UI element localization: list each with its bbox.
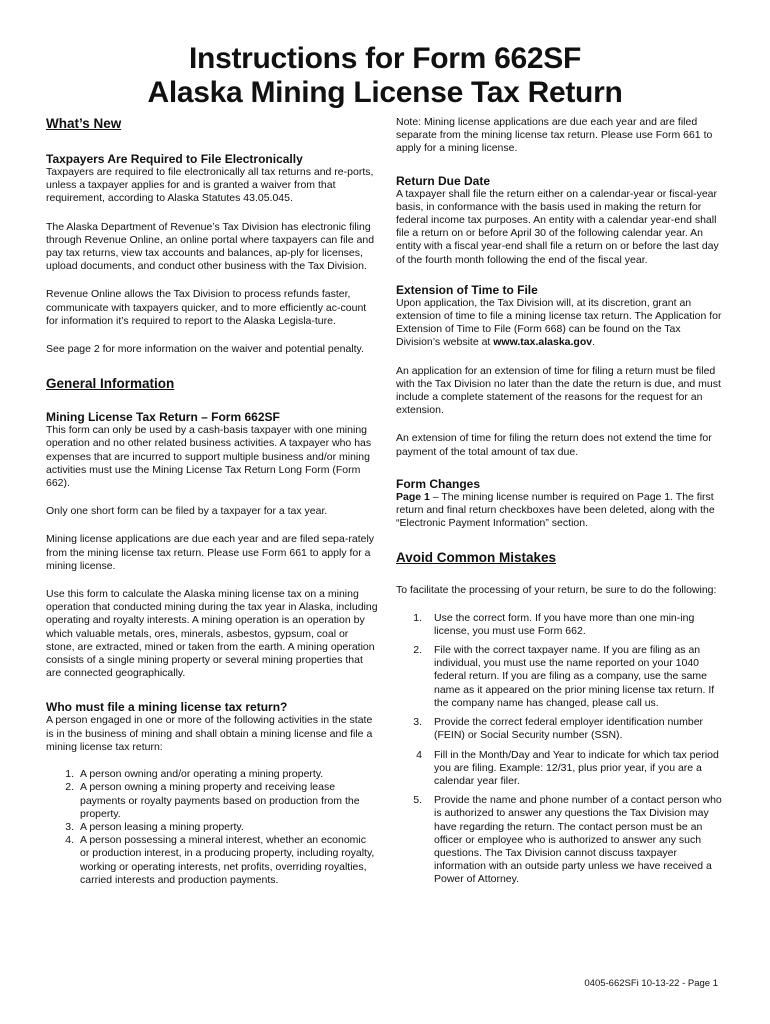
tax-website-link[interactable]: www.tax.alaska.gov: [493, 336, 593, 349]
extension-paragraph-2: An application for an extension of time for filing a return must be filed with the Tax Division no later than the date the return is due, and must include a complete statement of the reasons for the request for an extension.: [396, 364, 721, 417]
electronic-paragraph-2: The Alaska Department of Revenue’s Tax Division has electronic filing through Revenue Online, an online portal where taxpayers can file and pay tax returns, view tax accounts and balances, ap-ply for licenses, upload documents, and conduct other business with the Tax Division.: [46, 220, 375, 273]
list-item: 5. Provide the name and phone number of a contact person who is authorized to answer any questions the Tax Division may have regarding the return. The contact person must be an officer or employee who is authorized to answer any such questions. The Tax Division cannot discuss taxpayer information with an outside party unless we have received a Power of Attorney.: [413, 794, 722, 886]
mistakes-intro: To facilitate the processing of your return, be sure to do the following:: [396, 584, 717, 597]
page-subtitle: Alaska Mining License Tax Return: [147, 76, 623, 109]
page-footer: 0405-662SFi 10-13-22 - Page 1: [584, 978, 718, 989]
list-item: 3. Provide the correct federal employer identification number (FEIN) or Social Security number (SSN).: [413, 716, 704, 742]
form-paragraph-1: This form can only be used by a cash-basis taxpayer with one mining operation and no other related business activities. A taxpayer who has expenses that are incurred to support multiple business and/or mining activities must use the Mining License Tax Return Long Form (Form 662).: [46, 424, 372, 490]
form-paragraph-2: Only one short form can be filed by a taxpayer for a tax year.: [46, 505, 328, 518]
list-item: 2. A person owning a mining property and receiving lease payments or royalty payments based on production from the property.: [65, 781, 360, 820]
due-date-paragraph: A taxpayer shall file the return either on a calendar-year or fiscal-year basis, in conformance with the basis used in making the return for federal income tax purposes. An entity with a calendar year-end shall file a return on or before April 30 of the following calendar year. An entity with a fiscal year-end shall file a return on or before the last day of the fourth month following the end of the fiscal year.: [396, 187, 719, 266]
form-paragraph-4: Use this form to calculate the Alaska mining license tax on a mining operation that conducted mining during the tax year in Alaska, including operating and royalty interests. A mining operation is an operation by which valuable metals, ores, minerals, asbestos, gypsum, coal or stone, are extracted, mined or taken from the earth. A mining operation consists of a single mining property or several mining properties that are connected geographically.: [46, 588, 378, 680]
whats-new-heading: What’s New: [46, 116, 122, 131]
mistakes-list: [396, 612, 722, 887]
form-662sf-heading: Mining License Tax Return – Form 662SF: [46, 410, 280, 425]
list-item: 1. Use the correct form. If you have more than one min-ing license, you must use Form 662.: [413, 611, 695, 637]
electronic-paragraph-3: Revenue Online allows the Tax Division to process refunds faster, communicate with taxpayers quicker, and to more efficiently ac-count for information it’s required to report to the Alaska Legisla-ture.: [46, 288, 367, 327]
list-item: 2. File with the correct taxpayer name. If you are filing as an individual, you must use the name reported on your 1040 federal return. If you are filing as a company, use the same name as it appeared on the prior mining license tax return. If the company name has changed, please call us.: [413, 644, 715, 709]
who-list: [46, 768, 378, 887]
list-item: 4 Fill in the Month/Day and Year to indicate for which tax period you are filing. Example: 12/31, plus prior year, if you are a calendar year filer.: [416, 748, 719, 787]
list-item: 4. A person possessing a mineral interest, whether an economic or production interest, in a producing property, including royalty, working or operating interests, net profits, overriding royalties, carried interests and production payments.: [65, 834, 375, 886]
right-column: [396, 116, 722, 897]
who-must-file-heading: Who must file a mining license tax return?: [46, 700, 288, 715]
extension-heading: Extension of Time to File: [396, 282, 538, 297]
form-changes-heading: Form Changes: [396, 476, 481, 491]
form-paragraph-3: Mining license applications are due each year and are filed sepa-rately from the mining license tax return. Please use Form 661 to apply for a mining license.: [46, 533, 375, 572]
form-changes-paragraph: Page 1 – The mining license number is required on Page 1. The first return and final return checkboxes have been deleted, along with the “Electronic Payment Information” section.: [396, 490, 715, 530]
electronic-paragraph-4: See page 2 for more information on the waiver and potential penalty.: [46, 343, 364, 356]
extension-paragraph-1: Upon application, the Tax Division will, at its discretion, grant an extension of time to file a mining license tax return. The Application for Extension of Time to File (Form 668) can be found on the Tax Division’s website at www.tax.alaska.gov.: [396, 296, 722, 349]
general-information-heading: General Information: [46, 376, 175, 392]
electronic-filing-heading: Taxpayers Are Required to File Electronically: [46, 152, 303, 166]
note-paragraph: Note: Mining license applications are due each year and are filed separate from the mining license tax return. Please use Form 661 to apply for a mining license.: [396, 116, 713, 155]
left-column: [46, 116, 378, 897]
electronic-paragraph-1: Taxpayers are required to file electronically all tax returns and re-ports, unless a taxpayer applies for and is granted a waiver from that requirement, according to Alaska Statutes 43.05.045.: [46, 166, 374, 205]
list-item: 3. A person leasing a mining property.: [65, 820, 244, 833]
list-item: 1. A person owning and/or operating a mining property.: [65, 768, 324, 781]
return-due-date-heading: Return Due Date: [396, 173, 491, 188]
who-paragraph: A person engaged in one or more of the following activities in the state is in the business of mining and shall obtain a mining license and file a mining license tax return:: [46, 714, 373, 753]
avoid-mistakes-heading: Avoid Common Mistakes: [396, 550, 557, 566]
page-title: Instructions for Form 662SF: [189, 42, 581, 75]
extension-paragraph-3: An extension of time for filing the return does not extend the time for payment of the total amount of tax due.: [396, 432, 712, 458]
